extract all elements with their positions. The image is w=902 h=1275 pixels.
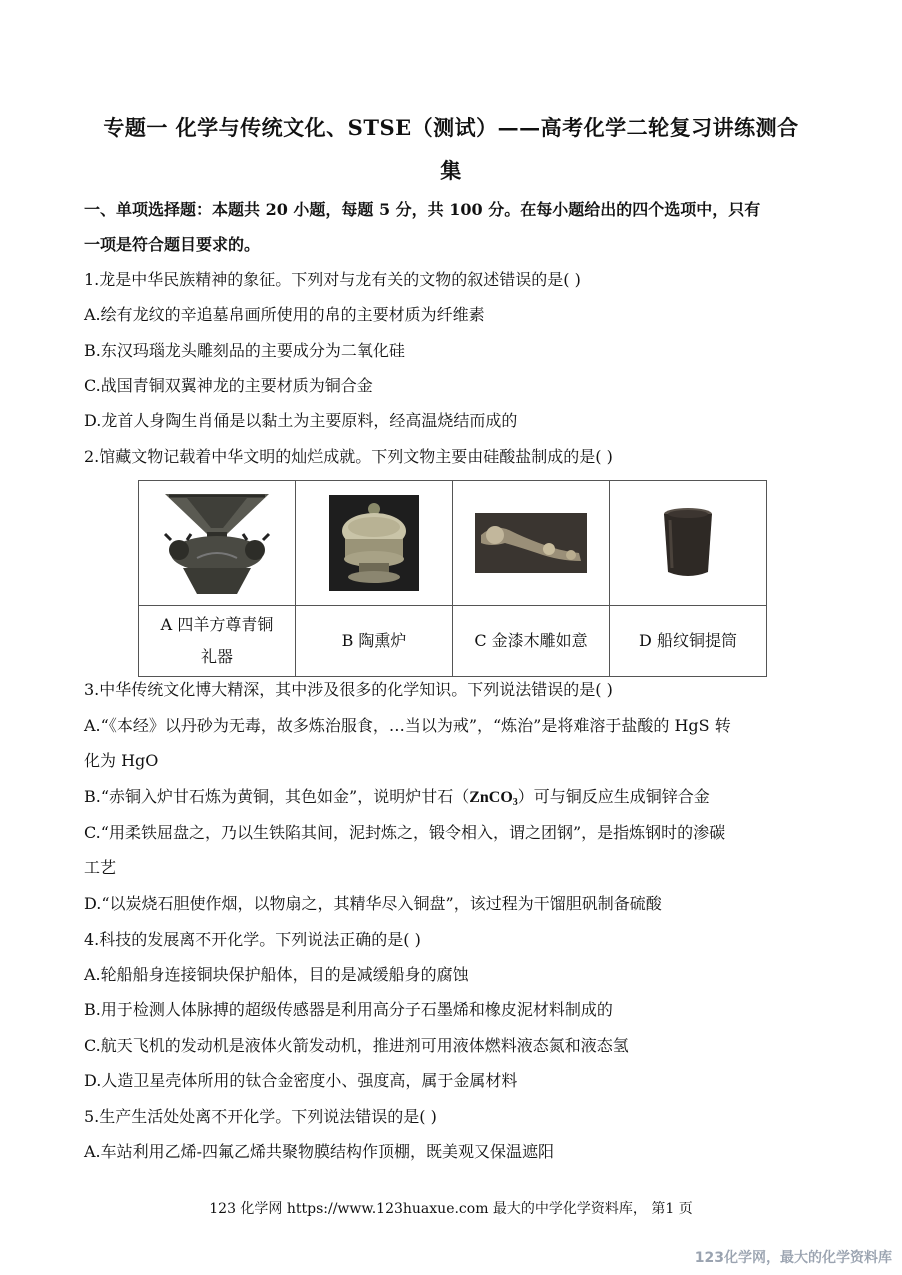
q1-option-b: B.东汉玛瑙龙头雕刻品的主要成分为二氧化硅: [84, 341, 405, 360]
q3-option-a-line-2: 化为 HgO: [84, 751, 159, 770]
q3-option-c-line-2: 工艺: [84, 858, 117, 877]
formula-subscript: 3: [512, 797, 518, 808]
formula-main: ZnCO: [469, 789, 513, 806]
q4-option-d: D.人造卫星壳体所用的钛合金密度小、强度高，属于金属材料: [84, 1071, 518, 1090]
q4-option-b: B.用于检测人体脉搏的超级传感器是利用高分子石墨烯和橡皮泥材料制成的: [84, 1000, 613, 1019]
q4-option-a: A.轮船船身连接铜块保护船体，目的是减缓船身的腐蚀: [84, 965, 469, 984]
q1-option-d: D.龙首人身陶生肖俑是以黏土为主要原料，经高温烧结而成的: [84, 411, 518, 430]
q4-stem: 4.科技的发展离不开化学。下列说法正确的是( ): [84, 930, 421, 949]
q3-option-a-line-1: A.“《本经》以丹砂为无毒，故多炼治服食，…当以为戒”，“炼治”是将难溶于盐酸的 HgS 转: [84, 716, 731, 735]
artifact-caption-a: [139, 606, 296, 677]
q5-option-a: A.车站利用乙烯-四氟乙烯共聚物膜结构作顶棚，既美观又保温遮阳: [84, 1142, 555, 1161]
q2-stem: 2.馆藏文物记载着中华文明的灿烂成就。下列文物主要由硅酸盐制成的是( ): [84, 447, 613, 466]
gilded-ruyi-image: [475, 513, 587, 573]
q3-option-b-text: B.“赤铜入炉甘石炼为黄铜，其色如金”，说明炉甘石（: [84, 787, 470, 806]
artifact-image-cell-b: [296, 481, 453, 606]
q3-option-c-line-1: C.“用柔铁屈盘之，乃以生铁陷其间，泥封炼之，锻令相入，谓之团钢”，是指炼钢时的渗碳: [84, 823, 726, 842]
pottery-incense-burner-image: [329, 495, 419, 591]
artifact-caption-d: D 船纹铜提筒: [610, 606, 767, 677]
q4-option-c: C.航天飞机的发动机是液体火箭发动机，推进剂可用液体燃料液态氮和液态氢: [84, 1036, 629, 1055]
section-line-1: 一、单项选择题：本题共 20 小题，每题 5 分，共 100 分。在每小题给出的四个选项中，只有: [84, 200, 761, 219]
zinc-carbonate-formula: [469, 789, 518, 806]
bronze-zun-vessel-image: [157, 488, 277, 598]
title-line-1: 专题一 化学与传统文化、STSE（测试）——高考化学二轮复习讲练测合: [103, 115, 799, 140]
q3-option-b-tail: ）可与铜反应生成铜锌合金: [517, 787, 710, 806]
q1-option-c: C.战国青铜双翼神龙的主要材质为铜合金: [84, 376, 373, 395]
artifact-image-cell-c: [453, 481, 610, 606]
q5-stem: 5.生产生活处处离不开化学。下列说法错误的是( ): [84, 1107, 437, 1126]
q3-option-b: [84, 785, 824, 815]
artifact-image-cell-a: [139, 481, 296, 606]
q3-stem: 3.中华传统文化博大精深，其中涉及很多的化学知识。下列说法错误的是( ): [84, 680, 613, 699]
caption-a-line-2: 礼器: [200, 647, 233, 666]
page-footer: 123 化学网 https://www.123huaxue.com 最大的中学化学资料库， 第1 页: [209, 1201, 693, 1217]
artifact-caption-c: C 金漆木雕如意: [453, 606, 610, 677]
section-heading: [84, 192, 824, 262]
bronze-tube-container-image: [658, 506, 718, 580]
section-line-2: 一项是符合题目要求的。: [84, 235, 261, 254]
artifact-caption-b: B 陶熏炉: [296, 606, 453, 677]
artifact-image-cell-d: [610, 481, 767, 606]
q1-stem: 1.龙是中华民族精神的象征。下列对与龙有关的文物的叙述错误的是( ): [84, 270, 581, 289]
q3-option-d: D.“以炭烧石胆使作烟，以物扇之，其精华尽入铜盘”，该过程为干馏胆矾制备硫酸: [84, 894, 662, 913]
q2-artifact-table: [138, 480, 767, 677]
caption-a-line-1: A 四羊方尊青铜: [160, 615, 274, 634]
site-watermark: 123化学网，最大的化学资料库: [694, 1250, 892, 1266]
document-title: [60, 106, 842, 192]
q1-option-a: A.绘有龙纹的辛追墓帛画所使用的帛的主要材质为纤维素: [84, 305, 485, 324]
title-line-2: 集: [440, 158, 462, 183]
